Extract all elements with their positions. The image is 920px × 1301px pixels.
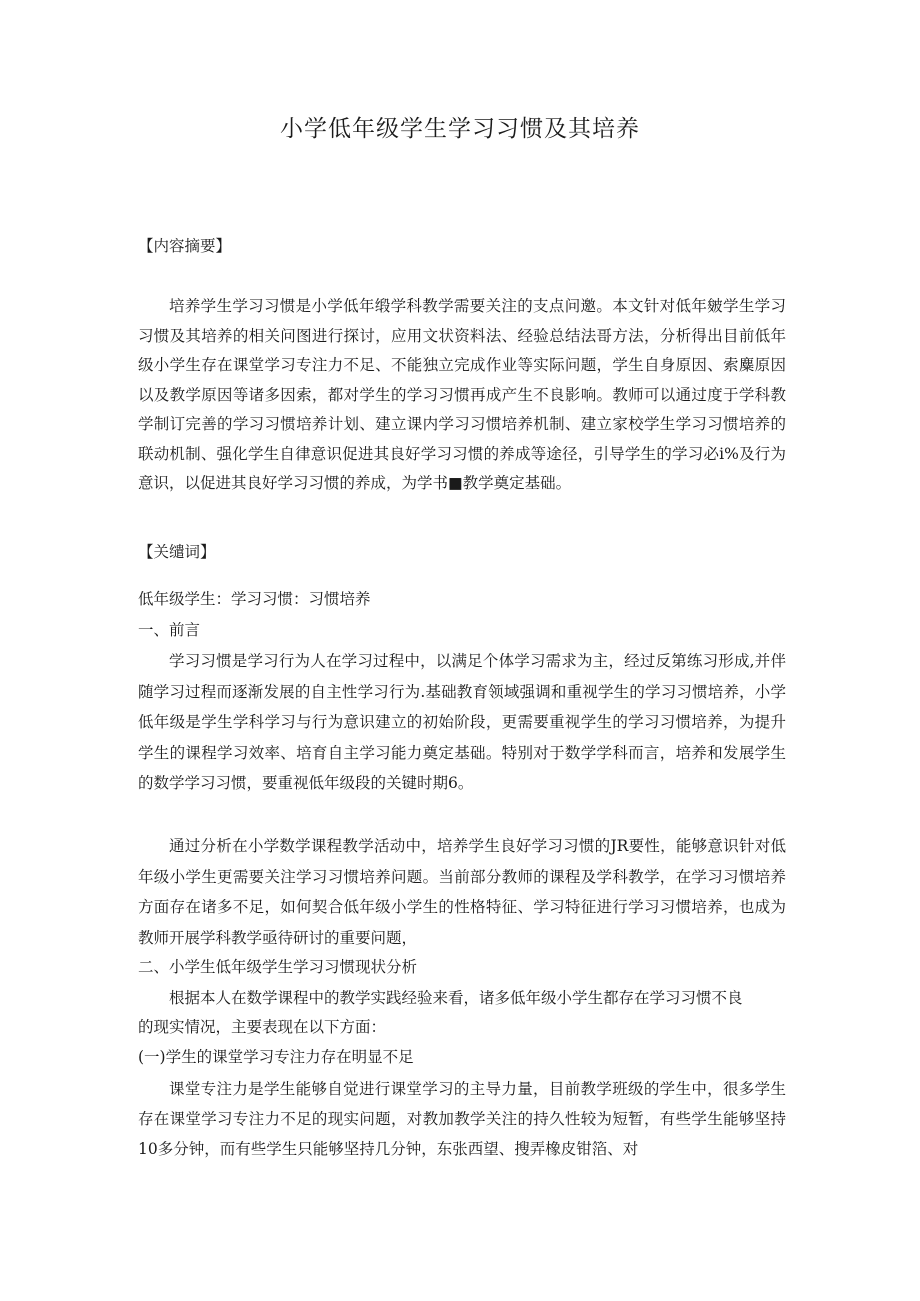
keywords-line: 低年级学生：学习习惯：习惯培养 <box>138 590 371 608</box>
section2-heading: 二、小学生低年级学生学习习惯现状分析 <box>138 958 418 976</box>
keywords-heading: 【关缱词】 <box>138 543 216 561</box>
section2-paragraph-1: 根据本人在数学课程中的教学实践经验来看，诸多低年级小学生都存在学习习惯不良的现实情况，主要表现在以下方面： <box>138 989 743 1036</box>
abstract-heading: 【内容摘要】 <box>138 237 232 255</box>
document-title: 小学低年级学生学习习惯及其培养 <box>280 116 640 142</box>
abstract-paragraph: 培养学生学习习惯是小学低年缎学科教学需要关注的支点问邀。本文针对低年皴学生学习习惯及其培养的相关问图进行探讨，应用文状资料法、经验总结法哥方法，分析得出目前低年级小学生存在课堂学习专注力不足、不能独立完成作业等实际问题，学生自身原因、索麋原因以及教学原因等诸多因索，都对学生的学习习惯再成产生不良影响。教师可以通过度于学科教学制订完善的学习习惯培养计划、建立课内学习习惯培养机制、建立家校学生学习习惯培养的联动机制、强化学生自律意识促进其良好学习习惯的养成等途径，引导学生的学习必i%及行为意识，以促进其良好学习习惯的养成，为学书■教学奠定基础。 <box>138 297 786 492</box>
section1-paragraph-2: 通过分析在小学数学课程教学活动中，培养学生良好学习习惯的JR要性，能够意识针对低年级小学生更需要关注学习习惯培养问题。当前部分教师的课程及学科教学，在学习习惯培养方面存在诸多不足，如何契合低年级小学生的性格特征、学习特征进行学习习惯培养，也成为教师开展学科教学亟待研讨的重要问题， <box>138 837 786 947</box>
section1-paragraph-1: 学习习惯是学习行为人在学习过程中，以满足个体学习需求为主，经过反第练习形成,并伴随学习过程而逐渐发展的自主性学习行为.基础教育领域强调和重视学生的学习习惯培养，小学低年级是学生学科学习与行为意识建立的初始阶段，更需要重视学生的学习习惯培养，为提升学生的课程学习效率、培育自主学习能力奠定基础。特别对于数学学科而言，培养和发展学生的数学学习习惯，要重视低年级段的关键时期6。 <box>138 652 786 792</box>
subsection1-heading: (一)学生的课堂学习专注力存在明显不足 <box>138 1048 414 1066</box>
subsection1-paragraph-1: 课堂专注力是学生能够自觉进行课堂学习的主导力量，目前教学班级的学生中，很多学生存在课堂学习专注力不足的现实问题，对教加教学关注的持久性较为短暂，有些学生能够坚持10多分钟，而有些学生只能够坚持几分钟，东张西望、搜弄橡皮钳箔、对 <box>138 1080 786 1158</box>
section1-heading: 一、前言 <box>138 621 201 639</box>
